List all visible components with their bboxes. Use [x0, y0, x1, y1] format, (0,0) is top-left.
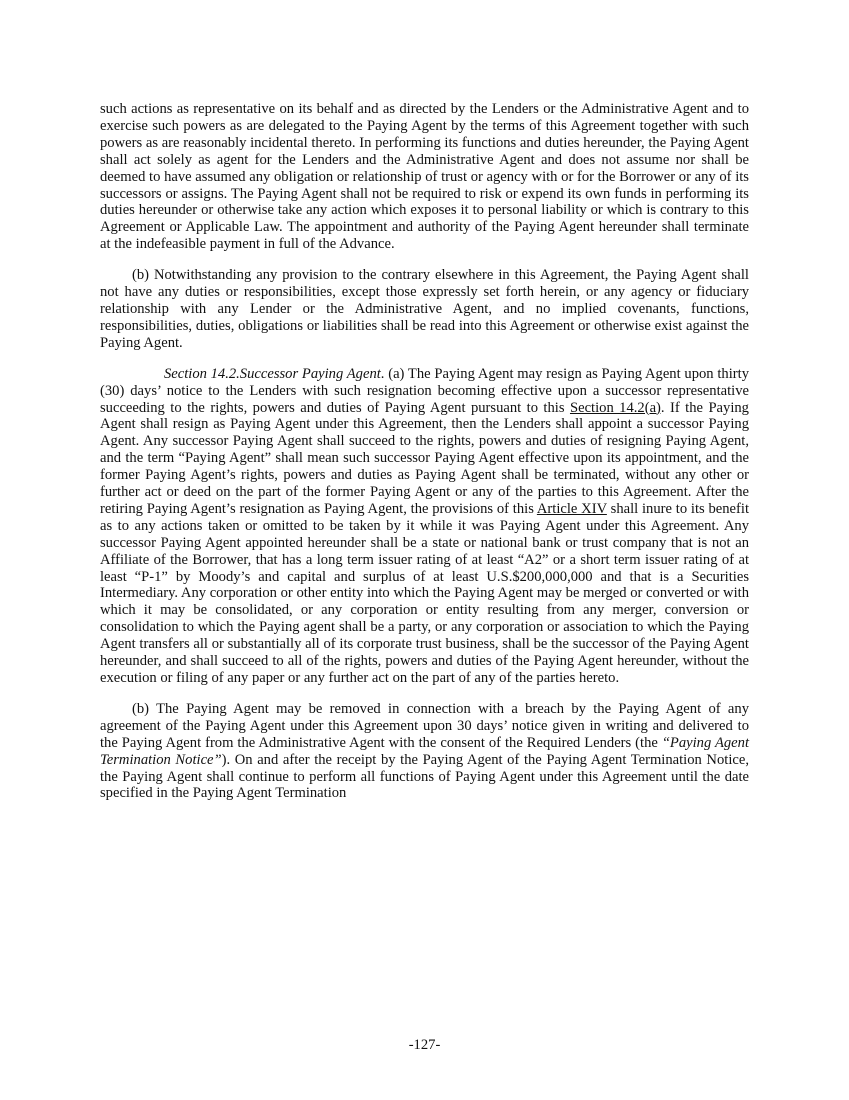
section-title: Successor Paying Agent — [239, 365, 381, 382]
paragraph-14-1-b: (b) Notwithstanding any provision to the contrary elsewhere in this Agreement, the Paying Agent shall not have any duties or responsibilities, except those expressly set forth herein, or any agency or fiduciary relationship with any Lender or the Administrative Agent, and no implied covenants, functions, responsibilities, duties, obligations or liabilities shall be read into this Agreement or otherwise exist against the Paying Agent. — [100, 267, 749, 351]
page-number: -127- — [408, 1037, 441, 1053]
paragraph-14-2-b — [100, 701, 749, 802]
defined-term: “Paying Agent Termination Notice” — [100, 734, 749, 768]
section-number: Section 14.2. — [164, 365, 240, 382]
removal-text-part-1: (b) The Paying Agent may be removed in connection with a breach by the Paying Agent of any agreement of the Paying Agent under this Agreement upon 30 days’ notice given in writing and delivered to the Paying Agent from the Administrative Agent with the consent of the Required Lenders (the — [100, 700, 749, 751]
document-page — [100, 101, 749, 802]
section-text-part-2: . If the Paying Agent shall resign as Paying Agent under this Agreement, then the Lenders shall appoint a successor Paying Agent. Any successor Paying Agent shall succeed to the rights, powers and duties of resigning Paying Agent, and the term “Paying Agent” shall mean such successor Paying Agent effective upon its appointment, and the former Paying Agent’s rights, powers and duties as Paying Agent shall be terminated, without any other or further act or deed on the part of the former Paying Agent or any of the parties to this Agreement. After the retiring Paying Agent’s resignation as Paying Agent, the provisions of this — [100, 399, 749, 517]
section-text-part-1: (a) The Paying Agent may resign as Paying Agent upon thirty (30) days’ notice to the Lenders with such resignation becoming effective upon a successor representative succeeding to the rights, powers and duties of Paying Agent pursuant to this — [100, 365, 749, 416]
paragraph-section-14-2 — [100, 366, 749, 687]
section-reference-link: Section 14.2(a) — [569, 399, 661, 416]
removal-text-part-2: ). On and after the receipt by the Paying Agent of the Paying Agent Termination Notice, the Paying Agent shall continue to perform all functions of Paying Agent under this Agreement until the date specified in the Paying Agent Termination — [100, 751, 749, 802]
section-title-period: . — [380, 365, 385, 382]
paragraph-paying-agent-duties: such actions as representative on its behalf and as directed by the Lenders or the Administrative Agent and to exercise such powers as are delegated to the Paying Agent by the terms of this Agreement together with such powers as are reasonably incidental thereto. In performing its functions and duties hereunder, the Paying Agent shall act solely as agent for the Lenders and the Administrative Agent and does not assume nor shall be deemed to have assumed any obligation or relationship of trust or agency with or for the Borrower or any of its successors or assigns. The Paying Agent shall not be required to risk or expend its own funds in performing its duties hereunder or otherwise take any action which exposes it to personal liability or which is contrary to this Agreement or Applicable Law. The appointment and authority of the Paying Agent hereunder shall terminate at the indefeasible payment in full of the Advance. — [100, 101, 749, 253]
section-text-part-3: shall inure to its benefit as to any actions taken or omitted to be taken by it while it was Paying Agent under this Agreement. Any successor Paying Agent appointed hereunder shall be a state or national bank or trust company that is not an Affiliate of the Borrower, that has a long term issuer rating of at least “A2” or a short term issuer rating of at least “P-1” by Moody’s and capital and surplus of at least U.S.$200,000,000 and that is a Securities Intermediary. Any corporation or other entity into which the Paying Agent may be merged or converted or with which it may be consolidated, or any corporation or entity resulting from any merger, conversion or consolidation to which the Paying agent shall be a party, or any corporation or association to which the Paying Agent transfers all or substantially all of its corporate trust business, shall be the successor of the Paying Agent hereunder, and shall succeed to all of the rights, powers and duties of the Paying Agent hereunder, without the execution or filing of any paper or any further act on the part of any of the parties hereto. — [100, 500, 749, 686]
article-reference-link: Article XIV — [536, 500, 607, 517]
